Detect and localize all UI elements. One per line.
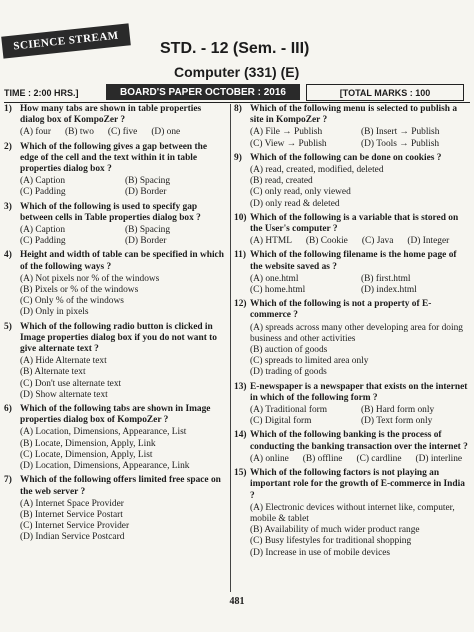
question-body — [250, 213, 468, 248]
question-item — [4, 475, 226, 543]
option-item: (D) index.html — [361, 285, 417, 296]
option-item: (C) Digital form — [250, 416, 312, 427]
header-divider — [4, 102, 470, 103]
option-item: (B) Cookie — [305, 236, 348, 247]
option-item: (A) spreads across many other developing area for doing business and other activities — [250, 322, 463, 344]
option-item: (A) one.html — [250, 273, 299, 284]
question-item — [234, 382, 468, 428]
question-item — [4, 322, 226, 401]
option-item: (D) Tools → Publish — [361, 138, 440, 149]
question-body — [250, 430, 468, 465]
question-body — [20, 104, 226, 139]
question-body — [20, 142, 226, 199]
question-item — [4, 104, 226, 139]
board-paper-banner: BOARD'S PAPER OCTOBER : 2016 — [106, 84, 300, 100]
question-item — [234, 250, 468, 296]
option-item: (C) cardline — [356, 453, 402, 464]
question-item — [234, 468, 468, 559]
question-text: Which of the following banking is the process of conducting the banking transaction over the internet ? — [250, 430, 468, 452]
option-item: (B) Insert → Publish — [361, 127, 440, 138]
option-item: (D) Indian Service Postcard — [20, 532, 125, 543]
option-item: (B) Locate, Dimension, Apply, Link — [20, 438, 156, 449]
question-item — [4, 250, 226, 318]
option-item: (A) online — [250, 453, 289, 464]
question-body — [20, 404, 226, 472]
option-item: (D) Show alternate text — [20, 389, 108, 400]
option-item: (A) Internet Space Provider — [20, 498, 124, 509]
question-number: 4) — [4, 250, 12, 261]
options-list — [250, 454, 468, 465]
question-number: 15) — [234, 468, 247, 479]
option-item: (C) Don't use alternate text — [20, 378, 122, 389]
option-item: (A) Location, Dimensions, Appearance, List — [20, 427, 187, 438]
options-list — [20, 225, 226, 247]
options-list — [20, 274, 226, 319]
options-list — [20, 176, 226, 198]
option-item: (D) Border — [125, 236, 167, 247]
question-number: 8) — [234, 104, 242, 114]
total-marks-label: [TOTAL MARKS : 100 — [306, 84, 464, 101]
stream-banner: SCIENCE STREAM — [1, 23, 131, 58]
option-item: (D) trading of goods — [250, 367, 327, 378]
question-text: Which of the following offers limited free space on the web server ? — [20, 475, 221, 497]
question-number: 5) — [4, 321, 12, 332]
question-item — [234, 213, 468, 248]
question-number: 6) — [4, 404, 12, 415]
option-item: (B) auction of goods — [250, 345, 328, 356]
subject-title: Computer (331) (E) — [174, 64, 300, 80]
option-item: (D) only read & deleted — [250, 198, 340, 209]
question-text: How many tabs are shown in table properties dialog box of KompoZer ? — [20, 104, 202, 126]
option-item: (A) read, created, modified, deleted — [250, 165, 384, 176]
option-item: (C) Internet Service Provider — [20, 521, 130, 532]
option-item: (D) Location, Dimensions, Appearance, Link — [20, 461, 190, 472]
question-body — [250, 153, 468, 210]
option-item: (D) Only in pixels — [20, 307, 89, 318]
option-item: (B) Availability of much wider product range — [250, 525, 420, 536]
question-text: Which of the following is not a property of E-commerce ? — [250, 299, 432, 321]
question-body — [250, 104, 468, 150]
option-item: (D) Integer — [407, 236, 450, 247]
option-item: (A) Caption — [20, 176, 66, 187]
option-item: (C) Java — [361, 236, 394, 247]
question-body — [20, 250, 226, 318]
question-number: 10) — [234, 212, 247, 223]
option-item: (B) Pixels or % of the windows — [20, 285, 139, 296]
option-item: (B) read, created — [250, 176, 313, 187]
option-item: (A) four — [20, 127, 51, 138]
options-list — [250, 274, 468, 296]
page-number: 481 — [229, 596, 245, 607]
option-item: (C) only read, only viewed — [250, 187, 351, 198]
option-item: (A) Hide Alternate text — [20, 356, 107, 367]
option-item: (B) Hard form only — [361, 405, 435, 416]
question-text: Which of the following gives a gap between the edge of the cell and the text within it in table properties dialog box ? — [20, 141, 207, 175]
option-item: (A) Not pixels nor % of the windows — [20, 273, 160, 284]
question-number: 9) — [234, 152, 242, 163]
options-list — [250, 127, 468, 149]
option-item: (C) Busy lifestyles for traditional shopping — [250, 536, 412, 547]
options-list — [250, 165, 468, 210]
options-list — [20, 499, 226, 544]
question-item — [234, 299, 468, 378]
standard-title: STD. - 12 (Sem. - III) — [160, 40, 310, 57]
question-text: Which of the following is used to specify gap between cells in Table properties dialog box ? — [20, 201, 201, 223]
question-text: E-newspaper is a newspaper that exists on the internet in which of the following form ? — [250, 381, 468, 403]
question-body — [250, 250, 468, 296]
option-item: (C) spreads to limited area only — [250, 356, 369, 367]
option-item: (A) Traditional form — [250, 405, 328, 416]
question-item — [234, 153, 468, 210]
question-item — [4, 202, 226, 248]
option-item: (C) Padding — [20, 236, 66, 247]
options-list — [20, 356, 226, 401]
question-text: Which of the following filename is the home page of the website saved as ? — [250, 250, 457, 272]
option-item: (B) first.html — [361, 273, 411, 284]
option-item: (B) Spacing — [125, 176, 171, 187]
question-text: Which of the following tabs are shown in Image properties dialog box of KompoZer ? — [20, 404, 211, 426]
options-list — [20, 427, 226, 472]
question-body — [20, 475, 226, 543]
question-item — [234, 430, 468, 465]
question-number: 11) — [234, 250, 246, 261]
question-text: Which of the following menu is selected to publish a site in KompoZer ? — [250, 104, 458, 126]
option-item: (D) interline — [415, 453, 463, 464]
question-body — [20, 322, 226, 401]
options-list — [250, 503, 468, 559]
options-list — [20, 127, 226, 138]
question-text: Which of the following radio button is clicked in Image properties dialog box if you do not want to give alternate text ? — [20, 321, 217, 355]
left-column — [4, 104, 226, 547]
question-body — [250, 299, 468, 378]
option-item: (B) two — [64, 127, 94, 138]
option-item: (B) offline — [302, 453, 343, 464]
option-item: (A) File → Publish — [250, 127, 323, 138]
option-item: (B) Alternate text — [20, 367, 86, 378]
question-body — [20, 202, 226, 248]
question-number: 7) — [4, 475, 12, 486]
question-body — [250, 382, 468, 428]
option-item: (C) home.html — [250, 285, 306, 296]
option-item: (A) Caption — [20, 225, 66, 236]
options-list — [250, 323, 468, 379]
time-label: TIME : 2:00 HRS.] — [4, 88, 79, 98]
option-item: (D) Border — [125, 187, 167, 198]
question-text: Which of the following can be done on cookies ? — [250, 152, 442, 163]
right-column — [234, 104, 468, 562]
option-item: (D) one — [151, 127, 181, 138]
question-text: Which of the following factors is not playing an important role for the growth of E-commerce in India ? — [250, 468, 465, 501]
option-item: (C) View → Publish — [250, 138, 327, 149]
question-text: Height and width of table can be specified in which of the following ways ? — [20, 250, 224, 272]
option-item: (C) Locate, Dimension, Apply, List — [20, 449, 153, 460]
question-number: 3) — [4, 201, 12, 212]
question-number: 1) — [4, 104, 12, 114]
option-item: (C) Only % of the windows — [20, 296, 124, 307]
question-item — [4, 142, 226, 199]
column-divider — [230, 104, 231, 592]
option-item: (B) Spacing — [125, 225, 171, 236]
question-item — [4, 404, 226, 472]
question-text: Which of the following is a variable that is stored on the User's computer ? — [250, 212, 459, 235]
option-item: (A) HTML — [250, 236, 292, 247]
question-body — [250, 468, 468, 559]
question-number: 13) — [234, 381, 247, 392]
question-item — [234, 104, 468, 150]
options-list — [250, 236, 468, 247]
options-list — [250, 405, 468, 427]
question-number: 2) — [4, 141, 12, 152]
question-number: 14) — [234, 430, 247, 441]
option-item: (D) Increase in use of mobile devices — [250, 547, 391, 558]
option-item: (D) Text form only — [361, 416, 433, 427]
option-item: (C) Padding — [20, 187, 66, 198]
option-item: (C) five — [107, 127, 138, 138]
option-item: (A) Electronic devices without internet like, computer, mobile & tablet — [250, 502, 455, 524]
option-item: (B) Internet Service Postart — [20, 509, 123, 520]
question-number: 12) — [234, 299, 247, 310]
